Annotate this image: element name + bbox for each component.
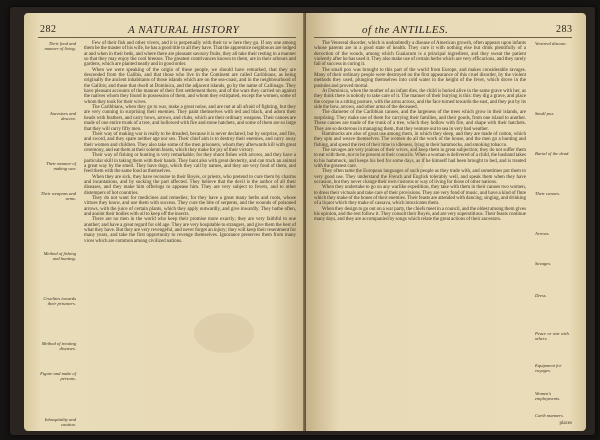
paragraph: The Caribbians, when they go to war, make a great noise, and are not at all afraid of fighting, but they are very cunning in surprising their enemies. They paint themselves with red and black, and adorn their heads with feathers, and carry bows, arrows, and clubs, which are their ordinary weapons. Their canoes are made of one entire trunk of a tree, and hollowed with fire and stone hatchets, and some of them are so large that they will carry fifty men. [84, 105, 296, 132]
body-text-right [314, 41, 526, 223]
margin-note: Their weapons and arms. [40, 191, 76, 201]
margin-note: Their canoes. [535, 191, 561, 196]
margin-note: Method of fishing and hunting. [43, 251, 76, 261]
margin-note: Savages. [535, 261, 552, 266]
margin-note: Women's employments. [535, 391, 561, 401]
margin-note: Method of treating diseases. [41, 341, 76, 351]
margin-note: Ancestors and descent. [49, 111, 76, 121]
paper-stain [346, 133, 426, 183]
paragraph: When we were speaking of the origin of these people, we should have remarked, that they are descended from the Galibis, and that those who live in the Continent are called Caribbians, as being originally the ancient inhabitants of those islands which are on the sea-coast, and in the neighbourhood of the Galibis; and those that dwell at Dominica, and the adjacent islands, go by the name of Callinago. They have pleasant accounts of the manner of their first settlement there, and of the wars they carried on against the natives whom they found in possession of them, and whom they extirpated, except the women, some of whom they took for their wives. [84, 67, 296, 105]
paragraph: When they are sick, they have recourse to their Boyés, or priests, who pretend to cure them by charms and incantations, and by sucking the part affected. They believe that the devil is the author of all their diseases, and they make him offerings to appease him. They are very subject to fevers, and to other distempers of hot countries. [84, 174, 296, 196]
paragraph: At Dominica, when the mother of an infant dies, the child is buried alive in the same grave with her, as they think there is nobody to take care of it. The manner of their burying is this: they dig a grave, and place the corpse in a sitting posture, with the arms across, and the face turned towards the east, and they put by its side the bow, arrows, and other arms of the deceased. [314, 89, 526, 111]
header-rule-left [38, 37, 296, 38]
paragraph: Hammocks are also of great use among them, in which they sleep, and they are made of cotton, which they spin and weave themselves. The women do all the work of the house, and the men go a hunting and fishing, and spend the rest of their time in idleness, lying in their hammocks, and smoking tobacco. [314, 131, 526, 148]
paragraph: They often tame the European languages of such people as they trade with, and sometimes put them to very good use. They understand the French and English tolerably well, and speak them when they have occasion, but they never change their own customs or way of living for those of other nations. [314, 169, 526, 185]
margin-note: Their manner of making war. [46, 161, 76, 171]
margin-note: Figure and make of persons. [40, 371, 76, 381]
body-text-left [84, 41, 296, 244]
paragraph: The savages are very jealous of their wives, and keep them in great subjection; they do not suffer them to eat with them, nor to be present at their councils. When a woman is delivered of a child, the husband takes to his hammock, and keeps his bed for some days, as if he himself had been brought to bed, and is treated with the greatest care. [314, 147, 526, 169]
margin-note: Cruelties towards their prisoners. [43, 296, 76, 306]
margin-note: Peace or war with others. [535, 331, 569, 341]
running-title-right: of the ANTILLES. [362, 24, 449, 36]
margin-note: Burial of the dead. [535, 151, 570, 156]
paragraph: When they design to go out on a war party, the chiefs meet in a council, and the oldest among them gives his opinion, and the rest follow it. They consult their Boyés, and are very superstitious. Their feasts continue many days, and they are accompanied by songs which relate the great actions of their ancestors. [314, 206, 527, 223]
margin-note: Carib manners. [535, 413, 564, 418]
header-rule-right [314, 37, 572, 38]
paragraph: When they undertake to go on any warlike expedition, they take with them in their canoes two women, to dress their victuals and take care of their provisions. They are very fond of music, and have a kind of flute which they make of the bones of their enemies. Their feasts are attended with dancing, singing, and drinking of a liquor which they make of cassava, which intoxicates them. [314, 185, 526, 207]
paragraph: Their way of making war is really to be dreaded, because it is never declared, but by surprize, and fire, and sword, and they spare neither age nor sex. Their chief aim is to destroy their enemies, and carry away their women and children. They also take some of the men prisoners, whom they afterwards kill with great ceremony, and eat them at their solemn feasts, which they make for joy of their victory. [84, 131, 296, 153]
paragraph: Their way of fishing or hunting is very remarkable; for they shoot fishes with arrows, and they have a particular skill in taking them with their hands. They hunt also with great dexterity, and can track an animal a great way by the smell. They have dogs, which they call by names, and they are very fond of them, and feed them with the same food as themselves. [84, 153, 296, 175]
margin-note: Dress. [535, 293, 547, 298]
running-title-left: A NATURAL HISTORY [128, 24, 240, 36]
left-page [24, 13, 306, 431]
open-book [10, 7, 595, 435]
margin-note: Their food and manner of living. [44, 41, 76, 51]
paper-stain [194, 313, 254, 353]
paragraph: The Venereal disorder, which is undoubtedly a disease of American growth, often appears upon infants whose parents are in a good state of health. They cure it with nothing else but drink plentifully of a decoction of the woods, among which Guaiacum is a principal ingredient, and they sweat the patient violently after he has used it. They also make use of certain herbs which are very efficacious, and they rarely fail of success in curing it. [314, 41, 526, 68]
margin-note: Small pox. [535, 111, 555, 116]
paragraph: They do not want for medicines and remedies; for they have a great many herbs and roots, whose virtues they know, and use them with success. They cure the bite of serpents, and the wounds of poisoned arrows, with the juice of certain plants, which they apply outwardly, and give inwardly. They bathe often, and anoint their bodies with oil to keep off the insects. [84, 195, 296, 217]
right-page [306, 13, 586, 431]
paragraph: The small pox was brought to this part of the world from Europe, and makes considerable ravages. Many of their ordinary people were destroyed on the first appearance of this cruel disorder, by the violent methods they used, plunging themselves into cold water in the height of the fever, which drove in the pustules and proved mortal. [314, 67, 526, 89]
margin-note: Venereal disease. [535, 41, 567, 46]
paragraph: There are no men in the world who keep their promise more exactly; they are very faithful to one another; and have a great regard for old age. They are very hospitable to strangers, and give them the best of what they have. But they are very revengeful, and never forget an injury; they will keep their resentment for many years, and take the first opportunity to revenge themselves. Ignorance preserves them from many vices which are common among civilized nations. [84, 217, 296, 244]
paragraph: Few of their fish and other vivers, and it is perpetually with their to w here they go. If any one among them be the master of his wife, he has a good title to all they have. That the apprentice neighbours are lodged at and when in their beds, and where there are pleasant savoury fruits, they all take their resting in a manner so that they may enjoy the cool breezes. The greatest contrivances known to them, are in their arbours and gardens, which are planted neatly and in good order. [84, 41, 296, 68]
margin-note: Inhospitality and caution. [44, 417, 76, 427]
paragraph: The diameter of the Caribbian canoes, and the largeness of the trees which grow in their islands, are surprising. They make use of them for carrying their families, and their goods, from one island to another. These canoes are made of the trunk of a tree, which they hollow with fire, and shape with their hatchets. They are so dexterous in managing them, that they venture out to sea in very bad weather. [314, 110, 526, 132]
catchword: places [559, 421, 572, 426]
margin-note: Arrows. [535, 231, 550, 236]
page-number-left: 282 [40, 24, 57, 35]
margin-note: Equipment for voyages. [535, 363, 562, 373]
page-number-right: 283 [556, 24, 573, 35]
